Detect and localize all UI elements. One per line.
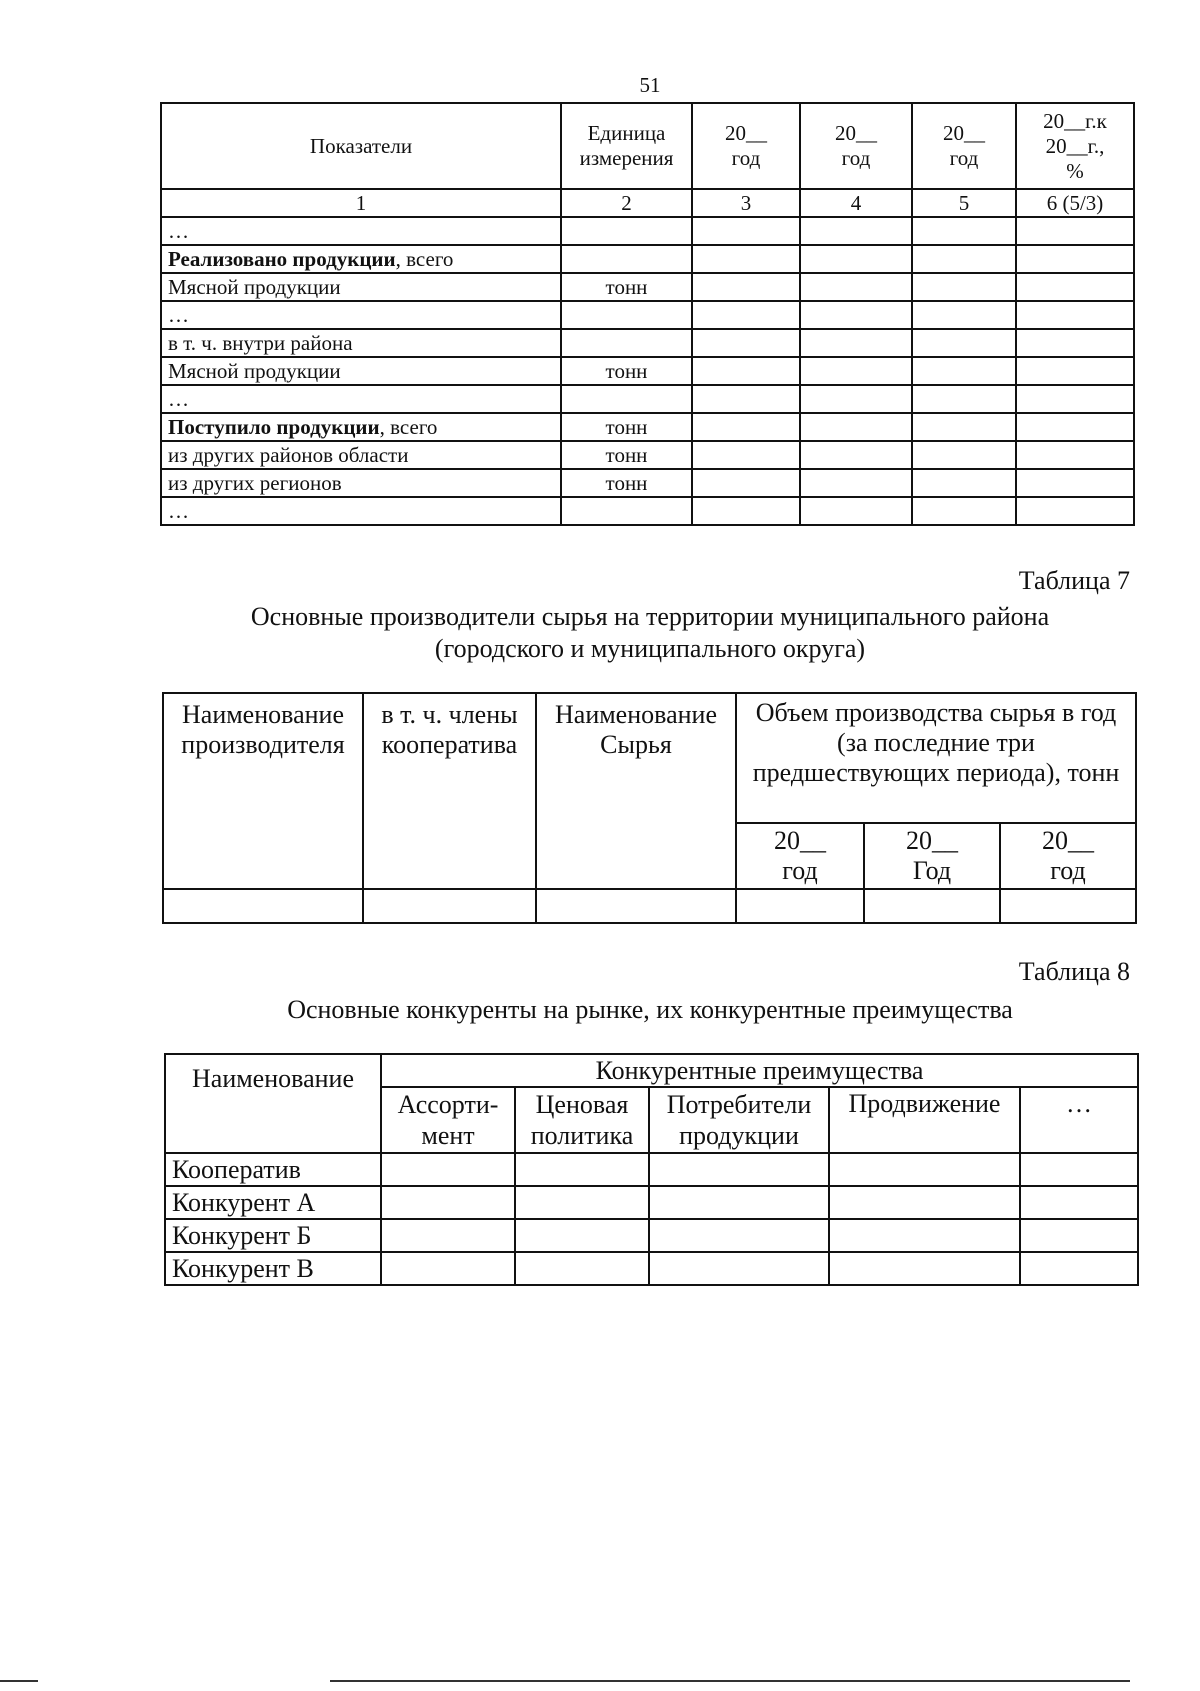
column-number: 3 (692, 189, 800, 217)
table-row (161, 329, 1134, 357)
empty-cell (912, 441, 1016, 469)
empty-cell (800, 469, 912, 497)
empty-cell (1016, 245, 1134, 273)
table-header-row (163, 693, 1136, 823)
row-label: Реализовано продукции, всего (161, 245, 561, 273)
footer-rule (330, 1680, 1130, 1682)
empty-cell (736, 889, 864, 923)
empty-cell (800, 413, 912, 441)
empty-cell (912, 385, 1016, 413)
table-row (161, 441, 1134, 469)
empty-cell (692, 301, 800, 329)
table7-title (0, 601, 1200, 665)
table-row (161, 217, 1134, 245)
header-ratio (1016, 103, 1134, 189)
empty-cell (800, 301, 912, 329)
empty-cell (515, 1153, 649, 1186)
header-raw: Наименование Сырья (536, 693, 736, 889)
header-year-3: 20__ год (1000, 823, 1136, 889)
empty-cell (912, 357, 1016, 385)
row-label: из других регионов (161, 469, 561, 497)
empty-cell (536, 889, 736, 923)
competitors-table (164, 1053, 1139, 1286)
empty-cell (692, 357, 800, 385)
header-price-policy: Ценовая политика (515, 1087, 649, 1153)
header-ratio-line2: 20__г., (1045, 133, 1105, 158)
row-label: Конкурент А (165, 1186, 381, 1219)
column-number: 4 (800, 189, 912, 217)
header-volume: Объем производства сырья в год (за последние три предшествующих периода), тонн (736, 693, 1136, 823)
empty-cell (649, 1153, 829, 1186)
table8-caption: Таблица 8 (1018, 957, 1130, 986)
table7-title-line2: (городского и муниципального округа) (434, 634, 866, 663)
table8-title: Основные конкуренты на рынке, их конкурентные преимущества (287, 995, 1013, 1024)
empty-cell (800, 217, 912, 245)
header-assortment: Ассорти- мент (381, 1087, 515, 1153)
row-unit: тонн (561, 441, 692, 469)
empty-cell (692, 273, 800, 301)
table-header-row (165, 1054, 1138, 1087)
table-row (161, 301, 1134, 329)
empty-cell (692, 469, 800, 497)
empty-cell (1016, 413, 1134, 441)
table-row (161, 245, 1134, 273)
empty-cell (515, 1186, 649, 1219)
table-row (161, 469, 1134, 497)
row-unit (561, 301, 692, 329)
empty-cell (649, 1186, 829, 1219)
row-unit (561, 245, 692, 273)
empty-cell (1016, 357, 1134, 385)
table-row (165, 1252, 1138, 1285)
row-unit: тонн (561, 273, 692, 301)
row-label: … (161, 385, 561, 413)
row-label: Кооператив (165, 1153, 381, 1186)
empty-cell (912, 217, 1016, 245)
empty-cell (800, 497, 912, 525)
empty-cell (163, 889, 363, 923)
empty-cell (800, 273, 912, 301)
empty-cell (912, 497, 1016, 525)
empty-cell (692, 217, 800, 245)
empty-cell (692, 497, 800, 525)
header-year-2: 20__ Год (864, 823, 1000, 889)
empty-cell (800, 441, 912, 469)
column-number-row (161, 189, 1134, 217)
empty-cell (1016, 329, 1134, 357)
header-unit-line1: Единица (587, 121, 666, 145)
empty-cell (1016, 385, 1134, 413)
header-year-3 (912, 103, 1016, 189)
header-name: Наименование (165, 1054, 381, 1153)
empty-cell (1020, 1252, 1138, 1285)
header-ratio-line1: 20__г.к (1043, 108, 1107, 133)
empty-cell (829, 1252, 1020, 1285)
header-unit-line2: измерения (579, 146, 674, 170)
row-label: Конкурент Б (165, 1219, 381, 1252)
page-number: 51 (639, 73, 661, 97)
empty-cell (829, 1219, 1020, 1252)
table-row (161, 273, 1134, 301)
empty-cell (800, 245, 912, 273)
table-row (165, 1219, 1138, 1252)
column-number: 6 (5/3) (1016, 189, 1134, 217)
header-more: … (1020, 1087, 1138, 1153)
empty-cell (800, 357, 912, 385)
row-label: Мясной продукции (161, 273, 561, 301)
empty-cell (381, 1153, 515, 1186)
empty-cell (1020, 1153, 1138, 1186)
table-row (165, 1186, 1138, 1219)
table-body (161, 217, 1134, 525)
table-row (161, 413, 1134, 441)
empty-cell (363, 889, 536, 923)
header-ratio-line3: % (1066, 158, 1084, 183)
row-label: из других районов области (161, 441, 561, 469)
table7-title-line1: Основные производители сырья на территории муниципального района (250, 602, 1050, 631)
header-year-2-word: год (841, 146, 871, 170)
empty-cell (1016, 469, 1134, 497)
empty-cell (1016, 273, 1134, 301)
row-unit: тонн (561, 357, 692, 385)
table-row (161, 497, 1134, 525)
empty-cell (864, 889, 1000, 923)
empty-cell (912, 245, 1016, 273)
empty-cell (1016, 301, 1134, 329)
row-label: Поступило продукции, всего (161, 413, 561, 441)
header-advantages: Конкурентные преимущества (381, 1054, 1138, 1087)
table7-caption: Таблица 7 (1018, 566, 1130, 595)
row-unit: тонн (561, 469, 692, 497)
row-unit: тонн (561, 413, 692, 441)
empty-cell (515, 1252, 649, 1285)
row-unit (561, 329, 692, 357)
empty-cell (515, 1219, 649, 1252)
empty-cell (829, 1186, 1020, 1219)
header-year-1-word: год (731, 146, 761, 170)
header-unit (561, 103, 692, 189)
column-number: 5 (912, 189, 1016, 217)
row-label: … (161, 497, 561, 525)
empty-cell (692, 245, 800, 273)
row-unit (561, 385, 692, 413)
empty-cell (1016, 497, 1134, 525)
header-promotion: Продвижение (829, 1087, 1020, 1153)
empty-cell (1016, 441, 1134, 469)
row-unit (561, 217, 692, 245)
header-consumers: Потребители продукции (649, 1087, 829, 1153)
empty-cell (1000, 889, 1136, 923)
header-indicator: Показатели (161, 103, 561, 189)
header-year-2-value: 20__ (835, 121, 877, 145)
empty-cell (381, 1186, 515, 1219)
header-year-1 (692, 103, 800, 189)
row-label: … (161, 217, 561, 245)
table-row (161, 385, 1134, 413)
empty-cell (692, 329, 800, 357)
table-row (161, 357, 1134, 385)
empty-cell (649, 1252, 829, 1285)
row-label: Конкурент В (165, 1252, 381, 1285)
empty-cell (912, 301, 1016, 329)
table-row (165, 1153, 1138, 1186)
empty-cell (381, 1219, 515, 1252)
row-label: … (161, 301, 561, 329)
row-label: Мясной продукции (161, 357, 561, 385)
empty-cell (692, 441, 800, 469)
producers-table (162, 692, 1137, 924)
empty-cell (912, 273, 1016, 301)
empty-cell (829, 1153, 1020, 1186)
header-year-1-value: 20__ (725, 121, 767, 145)
empty-cell (800, 329, 912, 357)
empty-cell (800, 385, 912, 413)
empty-cell (381, 1252, 515, 1285)
table-header-row (161, 103, 1134, 189)
empty-cell (1020, 1219, 1138, 1252)
footer-rule-left (0, 1680, 38, 1682)
empty-cell (912, 469, 1016, 497)
header-year-3-value: 20__ (943, 121, 985, 145)
empty-cell (912, 413, 1016, 441)
table-row (163, 889, 1136, 923)
row-unit (561, 497, 692, 525)
header-members: в т. ч. члены кооператива (363, 693, 536, 889)
empty-cell (692, 385, 800, 413)
empty-cell (649, 1219, 829, 1252)
empty-cell (1020, 1186, 1138, 1219)
header-year-3-word: год (949, 146, 979, 170)
empty-cell (692, 413, 800, 441)
empty-cell (912, 329, 1016, 357)
column-number: 1 (161, 189, 561, 217)
header-year-1: 20__ год (736, 823, 864, 889)
row-label: в т. ч. внутри района (161, 329, 561, 357)
header-producer: Наименование производителя (163, 693, 363, 889)
empty-cell (1016, 217, 1134, 245)
indicators-table (160, 102, 1135, 526)
column-number: 2 (561, 189, 692, 217)
header-year-2 (800, 103, 912, 189)
